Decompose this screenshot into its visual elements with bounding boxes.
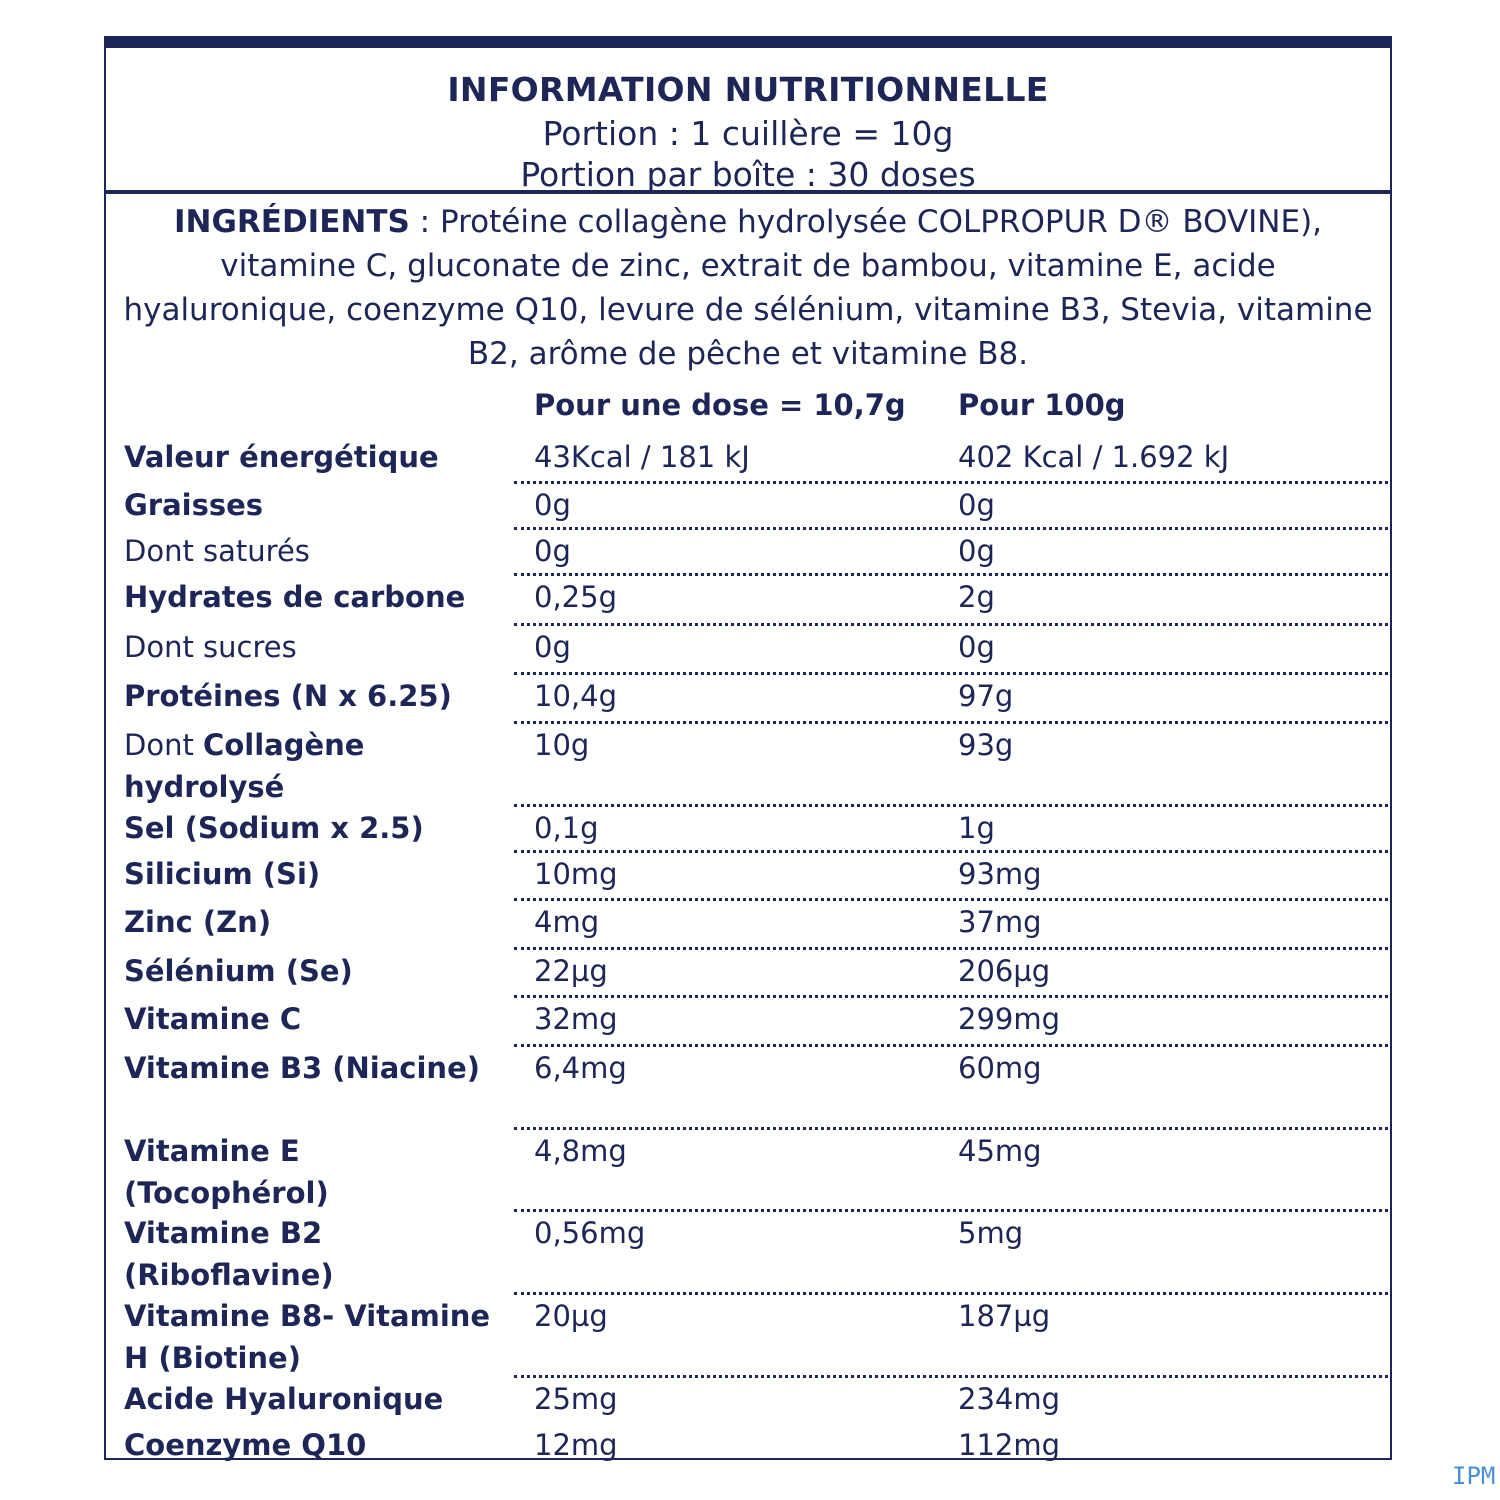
nutrient-label: Coenzyme Q10 <box>124 1428 367 1462</box>
value-per-100g: 206µg <box>958 954 1051 988</box>
value-per-100g: 299mg <box>958 1002 1061 1036</box>
value-per-100g: 45mg <box>958 1134 1042 1168</box>
nutrient-row <box>106 998 1390 1047</box>
value-per-100g: 60mg <box>958 1051 1042 1085</box>
nutrient-label <box>124 724 504 808</box>
value-per-dose: 12mg <box>534 1428 618 1462</box>
value-per-dose: 0g <box>534 534 571 568</box>
nutrient-label-emphasis: Collagène hydrolysé <box>124 728 365 804</box>
nutrient-label: Hydrates de carbone <box>124 580 466 614</box>
nutrient-label: Valeur énergétique <box>124 440 439 474</box>
nutrient-row <box>106 576 1390 626</box>
value-per-100g: 1g <box>958 811 995 845</box>
nutrient-row <box>106 1212 1390 1295</box>
value-per-dose: 25mg <box>534 1382 618 1416</box>
nutrient-label: Vitamine B8- Vitamine H (Biotine) <box>124 1299 491 1375</box>
value-per-100g: 187µg <box>958 1299 1051 1333</box>
value-per-100g: 2g <box>958 580 995 614</box>
column-header-per-100g: Pour 100g <box>958 388 1126 422</box>
nutrient-label: Vitamine E (Tocophérol) <box>124 1134 329 1210</box>
value-per-dose: 4mg <box>534 905 600 939</box>
value-per-100g: 93g <box>958 728 1014 762</box>
value-per-100g: 0g <box>958 534 995 568</box>
portions-per-box: Portion par boîte : 30 doses <box>520 155 976 194</box>
nutrient-row <box>106 901 1390 950</box>
nutrient-row <box>106 436 1390 484</box>
value-per-100g: 5mg <box>958 1216 1024 1250</box>
value-per-dose: 0g <box>534 488 571 522</box>
nutrient-row <box>106 1047 1390 1130</box>
value-per-100g: 37mg <box>958 905 1042 939</box>
nutrient-label: Acide Hyaluronique <box>124 1382 444 1416</box>
value-per-dose: 22µg <box>534 954 608 988</box>
nutrition-panel <box>104 36 1392 1460</box>
nutrient-label: Graisses <box>124 488 264 522</box>
nutrient-label: Zinc (Zn) <box>124 905 272 939</box>
nutrient-label-prefix: Dont <box>124 728 204 762</box>
nutrient-row <box>106 724 1390 807</box>
value-per-dose: 0g <box>534 630 571 664</box>
nutrient-row <box>106 1378 1390 1424</box>
ingredients-list: : Protéine collagène hydrolysée COLPROPUR D® BOVINE), vitamine C, gluconate de zinc, extrait de bambou, vitamine E, acide hyaluronique, coenzyme Q10, levure de sélénium, vitamine B3, Stevia, vitamine B2, arôme de pêche et vitamine B8. <box>123 204 1373 372</box>
nutrient-label: Sélénium (Se) <box>124 954 353 988</box>
value-per-dose: 43Kcal / 181 kJ <box>534 440 750 474</box>
nutrient-label: Protéines (N x 6.25) <box>124 679 452 713</box>
value-per-100g: 0g <box>958 488 995 522</box>
value-per-100g: 93mg <box>958 857 1042 891</box>
nutrient-row <box>106 950 1390 998</box>
nutrient-row <box>106 1295 1390 1378</box>
value-per-dose: 32mg <box>534 1002 618 1036</box>
value-per-dose: 0,56mg <box>534 1216 646 1250</box>
nutrient-label: Silicium (Si) <box>124 857 321 891</box>
nutrient-label: Sel (Sodium x 2.5) <box>124 811 424 845</box>
panel-title: INFORMATION NUTRITIONNELLE <box>447 70 1049 109</box>
value-per-dose: 6,4mg <box>534 1051 627 1085</box>
value-per-100g: 112mg <box>958 1428 1061 1462</box>
value-per-dose: 10g <box>534 728 590 762</box>
nutrient-label: Vitamine B3 (Niacine) <box>124 1051 480 1085</box>
nutrient-row <box>106 853 1390 901</box>
nutrient-row <box>106 807 1390 853</box>
nutrient-table <box>106 48 1390 1462</box>
value-per-dose: 10mg <box>534 857 618 891</box>
nutrient-row <box>106 1424 1390 1470</box>
value-per-100g: 0g <box>958 630 995 664</box>
value-per-100g: 402 Kcal / 1.692 kJ <box>958 440 1230 474</box>
value-per-100g: 97g <box>958 679 1014 713</box>
nutrient-row <box>106 626 1390 675</box>
nutrient-label: Vitamine B2 (Riboflavine) <box>124 1216 334 1292</box>
value-per-dose: 4,8mg <box>534 1134 627 1168</box>
value-per-dose: 0,1g <box>534 811 599 845</box>
nutrient-label: Vitamine C <box>124 1002 302 1036</box>
column-header-per-dose: Pour une dose = 10,7g <box>534 388 906 422</box>
portion-size: Portion : 1 cuillère = 10g <box>542 114 954 153</box>
nutrient-row <box>106 530 1390 576</box>
value-per-dose: 10,4g <box>534 679 617 713</box>
value-per-100g: 234mg <box>958 1382 1061 1416</box>
nutrient-row <box>106 1130 1390 1212</box>
value-per-dose: 0,25g <box>534 580 617 614</box>
watermark-logo: IPM <box>1452 1462 1496 1490</box>
value-per-dose: 20µg <box>534 1299 608 1333</box>
ingredients-label: INGRÉDIENTS <box>173 204 410 240</box>
nutrient-label: Dont sucres <box>124 630 297 664</box>
nutrient-row <box>106 484 1390 530</box>
nutrient-row <box>106 675 1390 724</box>
nutrient-label: Dont saturés <box>124 534 310 568</box>
